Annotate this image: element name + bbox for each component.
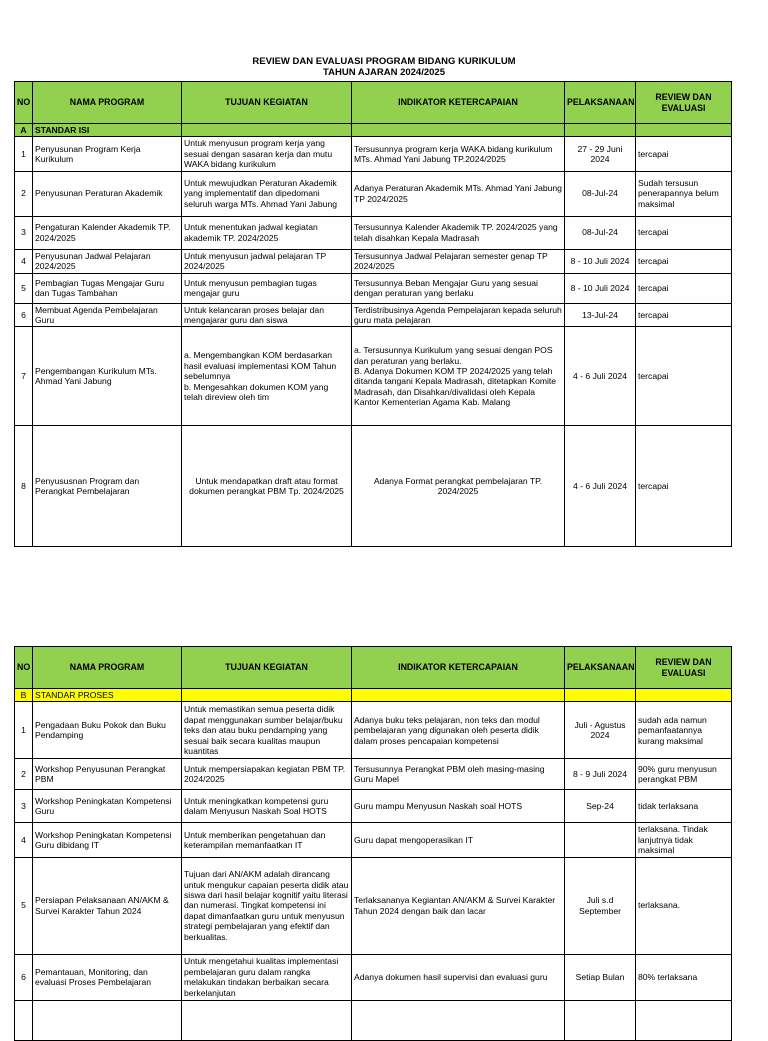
- row-review: 90% guru menyusun perangkat PBM: [636, 759, 732, 790]
- row-tujuan: Untuk mendapatkan draft atau format dokumen perangkat PBM Tp. 2024/2025: [182, 426, 352, 547]
- row-tujuan: Untuk menyusun pembagian tugas mengajar guru: [182, 273, 352, 303]
- section-name: STANDAR ISI: [33, 124, 182, 137]
- row-pelaksanaan: Setiap Bulan: [565, 954, 636, 1000]
- row-review: tercapai: [636, 273, 732, 303]
- row-pelaksanaan: 8 - 10 Juli 2024: [565, 273, 636, 303]
- table-row: [15, 954, 732, 1000]
- row-review: tercapai: [636, 303, 732, 327]
- row-tujuan: Untuk mewujudkan Peraturan Akademik yang implementatif dan dipedomani seluruh warga MTs. Ahmad Yani Jabung: [182, 171, 352, 216]
- row-review: 80% terlaksana: [636, 954, 732, 1000]
- row-pelaksanaan: 8 - 10 Juli 2024: [565, 249, 636, 273]
- row-no: 2: [15, 171, 33, 216]
- header-row: [15, 647, 732, 689]
- table-row: [15, 249, 732, 273]
- row-tujuan: a. Mengembangkan KOM berdasarkan hasil evaluasi implementasi KOM Tahun sebelumnya b. Mengesahkan dokumen KOM yang telah direview oleh tim: [182, 327, 352, 426]
- header-tujuan: TUJUAN KEGIATAN: [182, 647, 352, 689]
- row-program: Pengaturan Kalender Akademik TP. 2024/2025: [33, 216, 182, 249]
- row-indikator: a. Tersusunnya Kurikulum yang sesuai dengan POS dan peraturan yang berlaku. B. Adanya Dokumen KOM TP 2024/2025 yang telah ditanda tangani Kepala Madrasah, ditetapkan Komite Madrasah, dan Disahkan/divalidasi oleh Kepala Kantor Kementerian Agama Kab. Malang: [352, 327, 565, 426]
- header-no: NO: [15, 82, 33, 124]
- row-no: 5: [15, 857, 33, 954]
- row-no: 4: [15, 823, 33, 857]
- section-name: STANDAR PROSES: [33, 689, 182, 702]
- row-review: terlaksana. Tindak lanjutnya tidak maksimal: [636, 823, 732, 857]
- row-review: Sudah tersusun penerapannya belum maksimal: [636, 171, 732, 216]
- header-row: [15, 82, 732, 124]
- row-review: tercapai: [636, 426, 732, 547]
- row-review: sudah ada namun pemanfaatannya kurang maksimal: [636, 702, 732, 759]
- document-title: REVIEW DAN EVALUASI PROGRAM BIDANG KURIKULUM: [252, 56, 516, 67]
- row-tujuan: Tujuan dari AN/AKM adalah dirancang untuk mengukur capaian peserta didik atau siswa dari hasil belajar kognitif yaitu literasi dan numerasi. Tingkat kompetensi ini dapat dimanfaatkan guru untuk menyusun strategi pembelajaran yang efektif dan berkualitas.: [182, 857, 352, 954]
- header-review: REVIEW DAN EVALUASI: [636, 82, 732, 124]
- row-indikator: Tersusunnya Perangkat PBM oleh masing-masing Guru Mapel: [352, 759, 565, 790]
- row-indikator: Tersusunnya Jadwal Pelajaran semester genap TP 2024/2025: [352, 249, 565, 273]
- row-review: tidak terlaksana: [636, 790, 732, 823]
- table-row: [15, 857, 732, 954]
- row-tujuan: Untuk memberikan pengetahuan dan keterampilan memanfaatkan IT: [182, 823, 352, 857]
- row-pelaksanaan: 8 - 9 Juli 2024: [565, 759, 636, 790]
- table-row: [15, 790, 732, 823]
- row-program: Pengadaan Buku Pokok dan Buku Pendamping: [33, 702, 182, 759]
- row-no: 7: [15, 327, 33, 426]
- row-program: Workshop Peningkatan Kompetensi Guru dibidang IT: [33, 823, 182, 857]
- table-row: [15, 426, 732, 547]
- row-tujuan: Untuk memastikan semua peserta didik dapat menggunakan sumber belajar/buku teks dan atau buku pendamping yang sesuai baik secara kualitas maupun kuantitas: [182, 702, 352, 759]
- row-pelaksanaan: 13-Jul-24: [565, 303, 636, 327]
- row-tujuan: Untuk mengetahui kualitas implementasi pembelajaran guru dalam rangka melakukan tindakan berbaikan secara berkelanjutan: [182, 954, 352, 1000]
- row-program: Pengembangan Kurikulum MTs. Ahmad Yani Jabung: [33, 327, 182, 426]
- row-pelaksanaan: Sep-24: [565, 790, 636, 823]
- header-indikator: INDIKATOR KETERCAPAIAN: [352, 82, 565, 124]
- row-indikator: Guru mampu Menyusun Naskah soal HOTS: [352, 790, 565, 823]
- row-review: terlaksana.: [636, 857, 732, 954]
- row-no: 5: [15, 273, 33, 303]
- row-tujuan: Untuk menentukan jadwal kegiatan akademik TP. 2024/2025: [182, 216, 352, 249]
- table-row: [15, 823, 732, 857]
- row-review: tercapai: [636, 249, 732, 273]
- row-no: 1: [15, 137, 33, 171]
- header-no: NO: [15, 647, 33, 689]
- header-indikator: INDIKATOR KETERCAPAIAN: [352, 647, 565, 689]
- row-no: 4: [15, 249, 33, 273]
- section-row: [15, 124, 732, 137]
- row-no: 6: [15, 954, 33, 1000]
- header-tujuan: TUJUAN KEGIATAN: [182, 82, 352, 124]
- table-row: [15, 171, 732, 216]
- row-tujuan: Untuk kelancaran proses belajar dan mengajarar guru dan siswa: [182, 303, 352, 327]
- row-pelaksanaan: Juli s.d September: [565, 857, 636, 954]
- row-tujuan: Untuk meningkatkan kompetensi guru dalam Menyusun Naskah Soal HOTS: [182, 790, 352, 823]
- row-review: tercapai: [636, 137, 732, 171]
- row-program: Persiapan Pelaksanaan AN/AKM & Survei Karakter Tahun 2024: [33, 857, 182, 954]
- row-program: Workshop Peningkatan Kompetensi Guru: [33, 790, 182, 823]
- row-pelaksanaan: 4 - 6 Juli 2024: [565, 426, 636, 547]
- row-tujuan: Untuk menyusun jadwal pelajaran TP 2024/2025: [182, 249, 352, 273]
- row-pelaksanaan: [565, 823, 636, 857]
- row-no: 1: [15, 702, 33, 759]
- row-indikator: Terdistribusinya Agenda Pempelajaran kepada seluruh guru mata pelajaran: [352, 303, 565, 327]
- row-program: Penyusunan Peraturan Akademik: [33, 171, 182, 216]
- row-indikator: Tersusunnya program kerja WAKA bidang kurikulum MTs. Ahmad Yani Jabung TP.2024/2025: [352, 137, 565, 171]
- table-row: [15, 327, 732, 426]
- row-indikator: Adanya Peraturan Akademik MTs. Ahmad Yani Jabung TP 2024/2025: [352, 171, 565, 216]
- row-program: Pemantauan, Monitoring, dan evaluasi Proses Pembelajaran: [33, 954, 182, 1000]
- row-no: 6: [15, 303, 33, 327]
- table-row-empty: [15, 1000, 732, 1040]
- row-indikator: Adanya dokumen hasil supervisi dan evaluasi guru: [352, 954, 565, 1000]
- row-program: Pembagian Tugas Mengajar Guru dan Tugas Tambahan: [33, 273, 182, 303]
- row-indikator: Terlaksananya Kegiantan AN/AKM & Survei Karakter Tahun 2024 dengan baik dan lacar: [352, 857, 565, 954]
- row-review: tercapai: [636, 216, 732, 249]
- program-table-standar-isi: [14, 81, 732, 547]
- row-review: tercapai: [636, 327, 732, 426]
- header-program: NAMA PROGRAM: [33, 82, 182, 124]
- row-program: Penyususnan Program dan Perangkat Pembelajaran: [33, 426, 182, 547]
- program-table-standar-proses: [14, 646, 732, 1041]
- row-pelaksanaan: 27 - 29 Juni 2024: [565, 137, 636, 171]
- row-no: 3: [15, 790, 33, 823]
- table-row: [15, 137, 732, 171]
- table-row: [15, 303, 732, 327]
- row-tujuan: Untuk mempersiapakan kegiatan PBM TP. 2024/2025: [182, 759, 352, 790]
- header-review: REVIEW DAN EVALUASI: [636, 647, 732, 689]
- row-no: 8: [15, 426, 33, 547]
- row-indikator: Adanya Format perangkat pembelajaran TP. 2024/2025: [352, 426, 565, 547]
- table-row: [15, 702, 732, 759]
- row-program: Penyusunan Program Kerja Kurikulum: [33, 137, 182, 171]
- row-indikator: Tersusunnya Beban Mengajar Guru yang sesuai dengan peraturan yang berlaku: [352, 273, 565, 303]
- header-program: NAMA PROGRAM: [33, 647, 182, 689]
- row-indikator: Guru dapat mengoperasikan IT: [352, 823, 565, 857]
- row-pelaksanaan: 08-Jul-24: [565, 216, 636, 249]
- row-pelaksanaan: 4 - 6 Juli 2024: [565, 327, 636, 426]
- header-pelaksanaan: PELAKSANAAN: [565, 647, 636, 689]
- section-row: [15, 689, 732, 702]
- row-program: Membuat Agenda Pembelajaran Guru: [33, 303, 182, 327]
- header-pelaksanaan: PELAKSANAAN: [565, 82, 636, 124]
- table-row: [15, 216, 732, 249]
- section-code: A: [15, 124, 33, 137]
- row-indikator: Tersusunnya Kalender Akademik TP. 2024/2025 yang telah disahkan Kepala Madrasah: [352, 216, 565, 249]
- row-program: Workshop Penyusunan Perangkat PBM: [33, 759, 182, 790]
- row-indikator: Adanya buku teks pelajaran, non teks dan modul pembelajaran yang digunakan oleh peserta didik dalam proses pencapaian kompetensi: [352, 702, 565, 759]
- table-row: [15, 273, 732, 303]
- row-no: 2: [15, 759, 33, 790]
- row-program: Penyusunan Jadwal Pelajaran 2024/2025: [33, 249, 182, 273]
- row-no: 3: [15, 216, 33, 249]
- section-code: B: [15, 689, 33, 702]
- row-pelaksanaan: Juli - Agustus 2024: [565, 702, 636, 759]
- row-pelaksanaan: 08-Jul-24: [565, 171, 636, 216]
- document-subtitle: TAHUN AJARAN 2024/2025: [323, 67, 445, 78]
- table-row: [15, 759, 732, 790]
- row-tujuan: Untuk menyusun program kerja yang sesuai dengan sasaran kerja dan mutu WAKA bidang kurikulum: [182, 137, 352, 171]
